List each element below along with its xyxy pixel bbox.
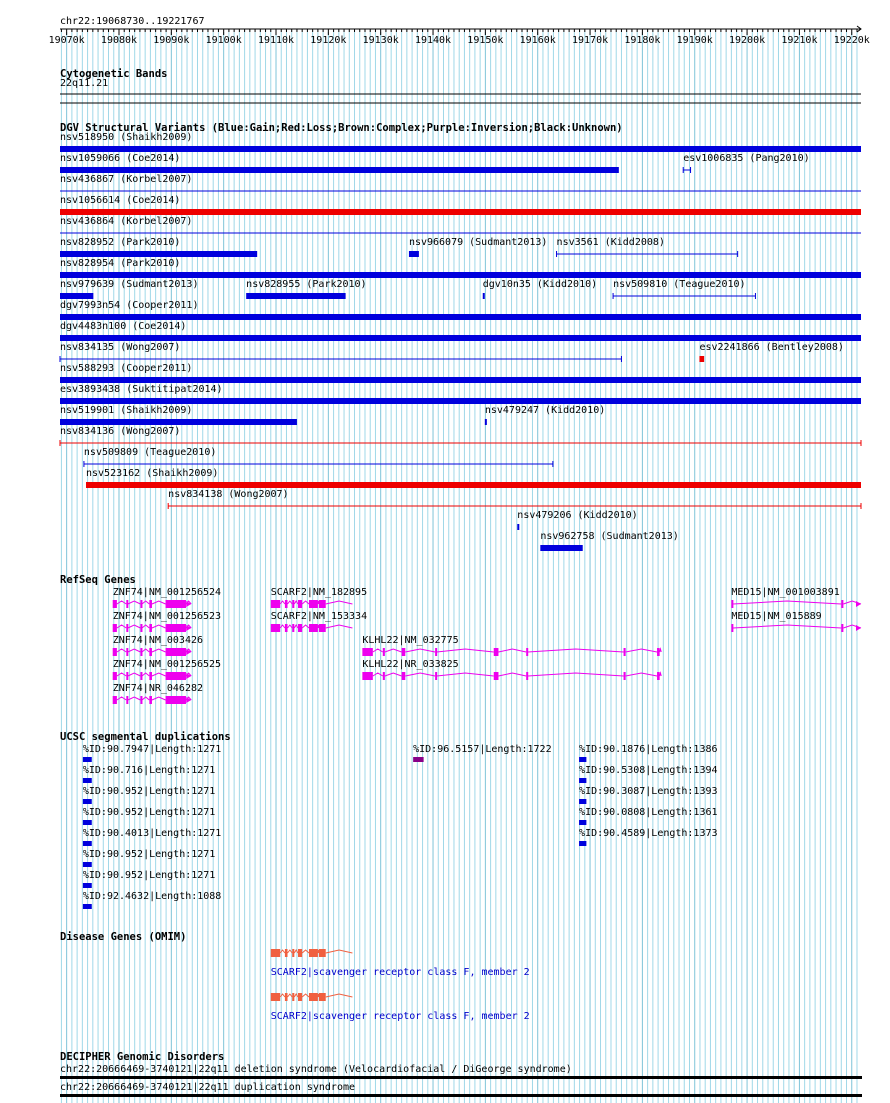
gene-exon xyxy=(271,949,280,957)
gene-exon xyxy=(624,648,626,656)
variant-label: esv1006835 (Pang2010) xyxy=(683,153,810,164)
gene-exon xyxy=(166,624,186,632)
track-dgv xyxy=(60,122,861,551)
variant-bar xyxy=(60,146,861,152)
segdup-bar xyxy=(83,757,92,762)
track-title: Cytogenetic Bands xyxy=(60,68,168,80)
variant-label: dgv10n35 (Kidd2010) xyxy=(482,279,598,290)
variant-label: nsv509810 (Teague2010) xyxy=(613,279,746,290)
variant-label: nsv479247 (Kidd2010) xyxy=(484,405,606,416)
gene-exon xyxy=(166,696,186,704)
gene-label: ZNF74|NM_003426 xyxy=(112,635,204,646)
track-title: DECIPHER Genomic Disorders xyxy=(60,1051,225,1063)
gene-label: KLHL22|NM_032775 xyxy=(362,635,459,646)
gene-exon xyxy=(271,993,280,1001)
tick-label: 19160k xyxy=(519,35,556,46)
gene-label: SCARF2|NM_153334 xyxy=(270,611,368,622)
segdup-bar xyxy=(83,841,92,846)
gene-exon xyxy=(149,696,152,704)
variant-label: nsv479206 (Kidd2010) xyxy=(517,510,638,521)
gene-exon xyxy=(435,672,437,680)
omim-gene-label: SCARF2|scavenger receptor class F, member 2 xyxy=(270,1011,530,1022)
gene-exon xyxy=(657,672,660,680)
tick-label: 19110k xyxy=(257,35,295,46)
variant-bar xyxy=(60,293,93,299)
gene-exon xyxy=(292,949,294,957)
segdup-label: %ID:90.1876|Length:1386 xyxy=(579,744,718,755)
variant-bar xyxy=(60,167,619,173)
segdup-bar xyxy=(579,820,586,825)
gene-exon xyxy=(126,600,128,608)
gene-exon xyxy=(298,993,302,1001)
variant-label: nsv834136 (Wong2007) xyxy=(60,426,181,437)
gene-exon xyxy=(285,600,288,608)
gene-exon xyxy=(731,624,733,632)
variant-label: nsv962758 (Sudmant2013) xyxy=(540,531,679,542)
gene-exon xyxy=(319,949,326,957)
segdup-label: %ID:90.5308|Length:1394 xyxy=(579,765,718,776)
segdup-label: %ID:96.5157|Length:1722 xyxy=(413,744,552,755)
segdup-bar xyxy=(83,820,92,825)
track-title: Disease Genes (OMIM) xyxy=(60,931,187,943)
gene-exon xyxy=(319,600,326,608)
gene-exon xyxy=(285,624,288,632)
track-title: RefSeq Genes xyxy=(60,574,136,586)
gene-exon xyxy=(126,648,128,656)
variant-label: esv3893438 (Suktitipat2014) xyxy=(60,384,223,395)
gene-exon xyxy=(113,672,117,680)
track-title: UCSC segmental duplications xyxy=(60,731,231,743)
tick-label: 19200k xyxy=(729,35,766,46)
gene-exon xyxy=(841,624,843,632)
strand-arrow-icon xyxy=(186,673,191,679)
gene-label: ZNF74|NM_001256524 xyxy=(112,587,222,598)
variant-bar xyxy=(246,293,345,299)
decipher-bar xyxy=(60,1076,862,1079)
decipher-label: chr22:20666469-3740121|22q11 duplication syndrome xyxy=(60,1082,356,1093)
variant-label: nsv436867 (Korbel2007) xyxy=(60,174,193,185)
variant-label: nsv523162 (Shaikh2009) xyxy=(86,468,219,479)
gene-exon xyxy=(841,600,843,608)
gene-exon xyxy=(292,624,294,632)
variant-label: nsv509809 (Teague2010) xyxy=(83,447,217,458)
strand-arrow-icon xyxy=(186,625,191,631)
gene-exon xyxy=(526,672,528,680)
gene-label: MED15|NM_001003891 xyxy=(731,587,840,598)
tick-label: 19100k xyxy=(205,35,242,46)
tick-label: 19180k xyxy=(624,35,661,46)
segdup-label: %ID:90.716|Length:1271 xyxy=(82,765,216,776)
gene-exon xyxy=(166,648,186,656)
gene-exon xyxy=(298,949,302,957)
variant-label: nsv828952 (Park2010) xyxy=(60,237,181,248)
variant-bar xyxy=(60,377,861,383)
segdup-label: %ID:90.952|Length:1271 xyxy=(82,849,216,860)
tick-label: 19120k xyxy=(310,35,347,46)
gene-exon xyxy=(292,993,294,1001)
strand-arrow-icon xyxy=(856,625,861,631)
gene-exon xyxy=(494,648,499,656)
variant-label: dgv7993n54 (Cooper2011) xyxy=(60,300,199,311)
tick-label: 19170k xyxy=(571,35,609,46)
gene-exon xyxy=(309,993,318,1001)
segdup-bar xyxy=(413,757,423,762)
gene-label: ZNF74|NM_001256523 xyxy=(112,611,222,622)
gene-exon xyxy=(140,696,142,704)
segdup-label: %ID:90.952|Length:1271 xyxy=(82,786,216,797)
gene-exon xyxy=(113,600,117,608)
gene-exon xyxy=(285,993,288,1001)
gene-exon xyxy=(402,672,406,680)
segdup-bar xyxy=(579,757,586,762)
segdup-label: %ID:90.952|Length:1271 xyxy=(82,870,216,881)
gene-exon xyxy=(624,672,626,680)
tick-label: 19220k xyxy=(833,35,870,46)
tick-label: 19080k xyxy=(100,35,138,46)
gene-exon xyxy=(298,600,302,608)
gene-exon xyxy=(140,600,142,608)
variant-label: nsv834135 (Wong2007) xyxy=(60,342,181,353)
cyto-band-label: 22q11.21 xyxy=(60,78,109,89)
gene-exon xyxy=(657,648,660,656)
variant-label: nsv966079 (Sudmant2013) xyxy=(408,237,548,248)
tick-label: 19190k xyxy=(676,35,713,46)
gene-exon xyxy=(309,600,318,608)
gene-exon xyxy=(140,648,142,656)
gene-label: MED15|NM_015889 xyxy=(731,611,822,622)
segdup-bar xyxy=(579,841,586,846)
tick-label: 19150k xyxy=(467,35,504,46)
variant-bar xyxy=(86,482,861,488)
variant-label: nsv828955 (Park2010) xyxy=(246,279,367,290)
tick-label: 19070k xyxy=(48,35,85,46)
gene-exon xyxy=(494,672,499,680)
gene-exon xyxy=(113,624,117,632)
segdup-label: %ID:90.4013|Length:1271 xyxy=(82,828,222,839)
segdup-bar xyxy=(579,799,586,804)
segdup-bar xyxy=(83,799,92,804)
gene-exon xyxy=(126,696,128,704)
gene-exon xyxy=(309,949,318,957)
variant-bar xyxy=(517,524,519,530)
variant-label: nsv3561 (Kidd2008) xyxy=(556,237,665,248)
strand-arrow-icon xyxy=(186,601,191,607)
segdup-bar xyxy=(579,778,586,783)
gene-exon xyxy=(149,600,152,608)
segdup-label: %ID:90.952|Length:1271 xyxy=(82,807,216,818)
gene-exon xyxy=(383,672,385,680)
decipher-bar xyxy=(60,1094,862,1097)
segdup-label: %ID:90.7947|Length:1271 xyxy=(82,744,222,755)
gene-label: ZNF74|NM_001256525 xyxy=(112,659,222,670)
segdup-bar xyxy=(83,904,92,909)
gene-label: ZNF74|NR_046282 xyxy=(112,683,204,694)
track-segdup xyxy=(60,731,718,909)
variant-label: nsv1056614 (Coe2014) xyxy=(60,195,181,206)
strand-arrow-icon xyxy=(186,649,191,655)
segdup-label: %ID:90.4589|Length:1373 xyxy=(579,828,718,839)
gene-exon xyxy=(149,624,152,632)
variant-label: dgv4483n100 (Coe2014) xyxy=(60,321,187,332)
track-genes xyxy=(60,574,861,704)
gene-exon xyxy=(383,648,385,656)
tick-label: 19210k xyxy=(781,35,818,46)
variant-bar xyxy=(60,209,861,215)
variant-bar xyxy=(485,419,487,425)
segdup-bar xyxy=(83,778,92,783)
strand-arrow-icon xyxy=(856,601,861,607)
variant-bar xyxy=(60,272,861,278)
variant-bar xyxy=(699,356,704,362)
variant-label: nsv519901 (Shaikh2009) xyxy=(60,405,193,416)
gene-exon xyxy=(126,624,128,632)
gene-exon xyxy=(113,648,117,656)
gene-exon xyxy=(402,648,406,656)
variant-bar xyxy=(60,251,257,257)
omim-gene-label: SCARF2|scavenger receptor class F, member 2 xyxy=(270,967,530,978)
gene-exon xyxy=(319,624,326,632)
segdup-label: %ID:90.3087|Length:1393 xyxy=(579,786,718,797)
decipher-label: chr22:20666469-3740121|22q11 deletion syndrome (Velocardiofacial / DiGeorge syndrome) xyxy=(60,1064,572,1075)
variant-bar xyxy=(483,293,485,299)
gene-exon xyxy=(113,696,117,704)
gene-exon xyxy=(166,672,186,680)
gene-exon xyxy=(166,600,186,608)
segdup-label: %ID:92.4632|Length:1088 xyxy=(82,891,222,902)
segdup-bar xyxy=(83,883,92,888)
variant-bar xyxy=(60,419,297,425)
gene-exon xyxy=(149,648,152,656)
variant-bar xyxy=(60,314,861,320)
variant-label: nsv518950 (Shaikh2009) xyxy=(60,132,193,143)
variant-label: nsv979639 (Sudmant2013) xyxy=(60,279,199,290)
gene-exon xyxy=(731,600,733,608)
variant-bar xyxy=(409,251,419,257)
variant-bar xyxy=(60,398,861,404)
variant-label: nsv436864 (Korbel2007) xyxy=(60,216,193,227)
variant-label: nsv588293 (Cooper2011) xyxy=(60,363,193,374)
variant-label: nsv828954 (Park2010) xyxy=(60,258,181,269)
gene-exon xyxy=(285,949,288,957)
gene-exon xyxy=(309,624,318,632)
gene-exon xyxy=(298,624,302,632)
gene-exon xyxy=(435,648,437,656)
gene-exon xyxy=(526,648,528,656)
track-cyto xyxy=(60,68,861,103)
strand-arrow-icon xyxy=(186,697,191,703)
gene-exon xyxy=(126,672,128,680)
region-label: chr22:19068730..19221767 xyxy=(60,16,205,27)
gene-exon xyxy=(292,600,294,608)
tick-label: 19090k xyxy=(153,35,190,46)
variant-bar xyxy=(60,335,861,341)
variant-label: esv2241866 (Bentley2008) xyxy=(699,342,844,353)
variant-bar xyxy=(540,545,582,551)
tick-label: 19140k xyxy=(414,35,452,46)
segdup-bar xyxy=(83,862,92,867)
gene-exon xyxy=(140,672,142,680)
segdup-label: %ID:90.0808|Length:1361 xyxy=(579,807,718,818)
variant-label: nsv1059066 (Coe2014) xyxy=(60,153,181,164)
tick-label: 19130k xyxy=(362,35,399,46)
gene-exon xyxy=(319,993,326,1001)
gene-label: KLHL22|NR_033825 xyxy=(362,659,459,670)
gene-label: SCARF2|NM_182895 xyxy=(270,587,368,598)
gene-exon xyxy=(140,624,142,632)
track-title: DGV Structural Variants (Blue:Gain;Red:Loss;Brown:Complex;Purple:Inversion;Black:Unknown) xyxy=(60,122,623,134)
variant-label: nsv834138 (Wong2007) xyxy=(168,489,289,500)
gene-exon xyxy=(149,672,152,680)
